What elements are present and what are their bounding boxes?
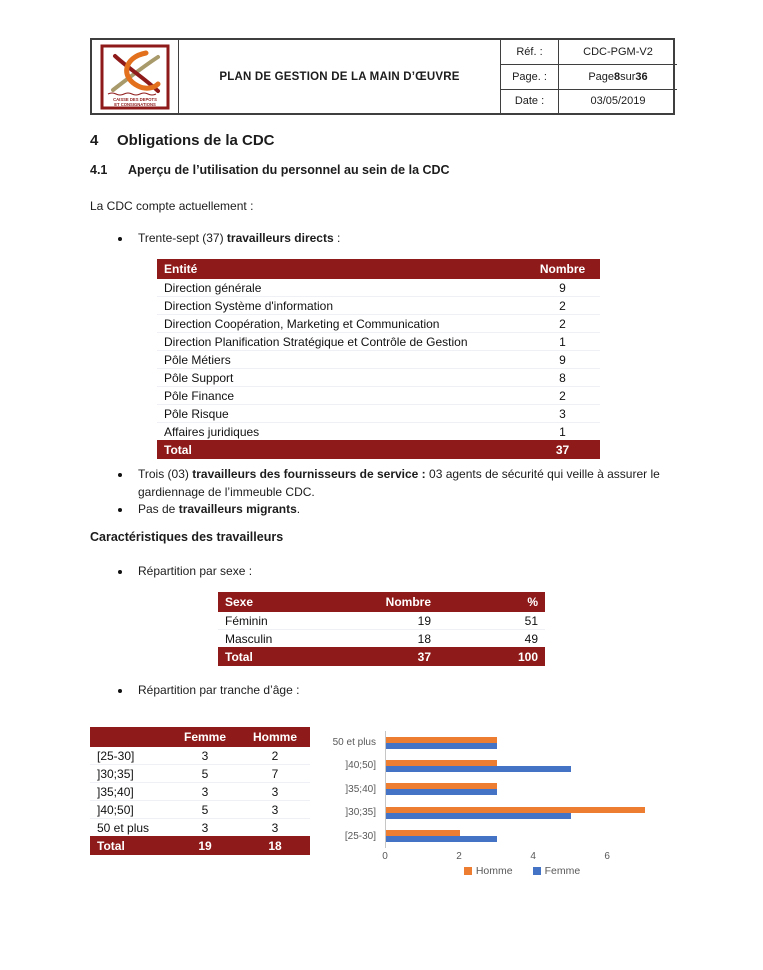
legend-label: Homme — [475, 865, 513, 877]
table-cell: 5 — [170, 801, 240, 819]
bullet-fournisseurs-service — [118, 466, 678, 501]
cdc-logo — [92, 40, 178, 113]
table-row — [157, 423, 600, 441]
logo-caption-line2: ET CONSIGNATIONS — [114, 101, 156, 107]
table-cell: Direction Coopération, Marketing et Communication — [157, 315, 525, 333]
table-header-cell: Nombre — [328, 592, 438, 612]
cdc-logo-icon — [100, 44, 170, 110]
table-cell: 18 — [417, 631, 431, 646]
chart-category-label: ]35;40] — [345, 783, 376, 795]
bullet-travailleurs-directs — [118, 230, 663, 248]
table-row — [218, 630, 545, 648]
table-cell: 50 et plus — [97, 820, 150, 835]
table-cell: Direction générale — [157, 279, 525, 297]
table-sexe — [218, 592, 545, 666]
page-sur: sur — [620, 70, 636, 83]
bullet-text: Trois (03) travailleurs des fournisseurs de service : 03 agents de sécurité qui veille à assurer le gardiennage de l’immeuble CDC. — [138, 467, 660, 499]
table-cell: 3 — [525, 405, 600, 423]
table-header-row — [90, 727, 310, 747]
table-cell: 3 — [170, 783, 240, 801]
table-header-row — [157, 259, 600, 279]
table-header-cell — [90, 727, 170, 747]
meta-value-page — [558, 64, 677, 88]
bar-femme-0 — [386, 743, 497, 749]
table-cell: Féminin — [218, 612, 328, 630]
table-total-row — [90, 836, 310, 855]
table-cell: 100 — [438, 647, 545, 666]
legend-label: Femme — [544, 865, 581, 877]
table-row — [90, 765, 310, 783]
table-row — [90, 819, 310, 837]
table-cell: ]40;50] — [90, 801, 170, 819]
table-row — [90, 783, 310, 801]
chart-category-label: 50 et plus — [332, 737, 376, 748]
bullet-dot — [118, 570, 122, 574]
bullet-dot — [118, 689, 122, 693]
table-header-cell: Sexe — [218, 592, 328, 612]
bullet-text: Trente-sept (37) travailleurs directs : — [138, 231, 341, 245]
chart-category-label: [25-30] — [344, 830, 376, 842]
chart-plot — [385, 731, 659, 848]
bullet-text: Pas de travailleurs migrants. — [138, 502, 301, 516]
section-title: Obligations de la CDC — [117, 132, 275, 149]
bar-femme-1 — [386, 766, 571, 772]
table-cell: Affaires juridiques — [164, 424, 260, 439]
table-age — [90, 727, 310, 855]
table-cell: Direction Planification Stratégique et Contrôle de Gestion — [157, 333, 525, 351]
table-row — [157, 315, 600, 333]
page-text: Page — [588, 70, 615, 83]
meta-label-date: Date : — [500, 89, 558, 113]
table-cell: Total — [157, 440, 525, 459]
table-cell: Pôle Support — [157, 369, 525, 387]
subsection-number: 4.1 — [90, 163, 108, 177]
meta-value-ref: CDC-PGM-V2 — [558, 40, 677, 64]
table-cell: 3 — [201, 820, 209, 835]
table-row — [218, 612, 545, 630]
chart-x-tick-label: 6 — [604, 851, 610, 862]
table-cell: 51 — [438, 612, 545, 630]
table-cell: 18 — [240, 836, 310, 855]
table-cell: ]30;35] — [90, 765, 170, 783]
chart-category-label: ]30;35] — [345, 807, 376, 819]
table-cell: 2 — [525, 297, 600, 315]
table-row — [90, 747, 310, 765]
age-bar-chart — [327, 731, 697, 879]
legend-item — [464, 865, 513, 877]
table-cell: 9 — [525, 351, 600, 369]
table-cell: Total — [218, 647, 328, 666]
table-cell: 37 — [525, 440, 600, 459]
bullet-text: Répartition par tranche d’âge : — [138, 683, 300, 697]
table-cell: Pôle Finance — [157, 387, 525, 405]
table-cell: 2 — [240, 747, 310, 765]
table-cell: 8 — [525, 369, 600, 387]
table-cell: Total — [90, 836, 170, 855]
table-cell: 5 — [170, 765, 240, 783]
table-header-cell: % — [438, 592, 545, 612]
chart-categories — [327, 731, 381, 848]
meta-value-date: 03/05/2019 — [558, 89, 677, 113]
caracteristiques-heading: Caractéristiques des travailleurs — [90, 530, 284, 544]
meta-label-ref: Réf. : — [500, 40, 558, 64]
section-number: 4 — [90, 132, 99, 149]
table-cell: 3 — [170, 747, 240, 765]
legend-swatch-icon — [464, 867, 472, 875]
bar-femme-2 — [386, 789, 497, 795]
table-cell: 3 — [240, 783, 310, 801]
chart-x-tick-label: 4 — [530, 851, 536, 862]
table-header-cell: Entité — [157, 259, 525, 279]
bullet-dot — [118, 237, 122, 241]
subsection-heading — [90, 163, 450, 177]
chart-x-axis — [382, 851, 659, 863]
page-number: 8 — [614, 70, 621, 83]
table-cell: 1 — [559, 424, 566, 439]
bar-femme-4 — [386, 836, 497, 842]
table-cell: Pôle Métiers — [157, 351, 525, 369]
table-row — [157, 297, 600, 315]
table-cell: 19 — [170, 836, 240, 855]
table-row — [157, 279, 600, 297]
table-cell: 1 — [525, 333, 600, 351]
table-cell: 2 — [525, 387, 600, 405]
table-row — [90, 801, 310, 819]
table-header-cell: Nombre — [525, 259, 600, 279]
chart-legend — [385, 865, 659, 877]
table-cell: Masculin — [225, 631, 273, 646]
document-header — [90, 38, 675, 115]
table-cell: 7 — [240, 765, 310, 783]
meta-label-page: Page. : — [500, 64, 558, 88]
bullet-repartition-age — [118, 682, 299, 700]
table-header-cell: Homme — [240, 727, 310, 747]
bullet-dot — [118, 508, 122, 512]
table-row — [157, 387, 600, 405]
bullet-text: Répartition par sexe : — [138, 564, 253, 578]
table-cell: 37 — [328, 647, 438, 666]
table-total-row — [157, 440, 600, 459]
table-cell: 19 — [328, 612, 438, 630]
table-cell: 3 — [271, 820, 279, 835]
logo-caption-line1: CAISSE DES DEPOTS — [113, 96, 157, 102]
chart-category-label: ]40;50] — [345, 760, 376, 772]
table-cell: Direction Système d'information — [157, 297, 525, 315]
bar-femme-3 — [386, 813, 571, 819]
table-cell: [25-30] — [90, 747, 170, 765]
table-header-row — [218, 592, 545, 612]
bullet-repartition-sexe — [118, 563, 252, 581]
legend-item — [533, 865, 581, 877]
table-row — [157, 333, 600, 351]
chart-x-tick-label: 2 — [456, 851, 462, 862]
subsection-title: Aperçu de l’utilisation du personnel au sein de la CDC — [128, 163, 450, 177]
table-cell: ]35;40] — [90, 783, 170, 801]
table-row — [157, 405, 600, 423]
table-header-cell: Femme — [170, 727, 240, 747]
table-cell: 2 — [525, 315, 600, 333]
document-title: PLAN DE GESTION DE LA MAIN D’ŒUVRE — [178, 40, 500, 113]
table-cell: Pôle Risque — [157, 405, 525, 423]
bullet-dot — [118, 473, 122, 477]
legend-swatch-icon — [533, 867, 541, 875]
table-total-row — [218, 647, 545, 666]
table-cell: 9 — [525, 279, 600, 297]
table-cell: 3 — [240, 801, 310, 819]
page-total: 36 — [635, 70, 648, 83]
chart-x-tick-label: 0 — [382, 851, 388, 862]
table-entites — [157, 259, 600, 459]
table-row — [157, 369, 600, 387]
section-heading — [90, 132, 275, 149]
table-row — [157, 351, 600, 369]
bullet-travailleurs-migrants — [118, 501, 663, 519]
intro-paragraph: La CDC compte actuellement : — [90, 199, 254, 213]
table-cell: 49 — [524, 631, 538, 646]
